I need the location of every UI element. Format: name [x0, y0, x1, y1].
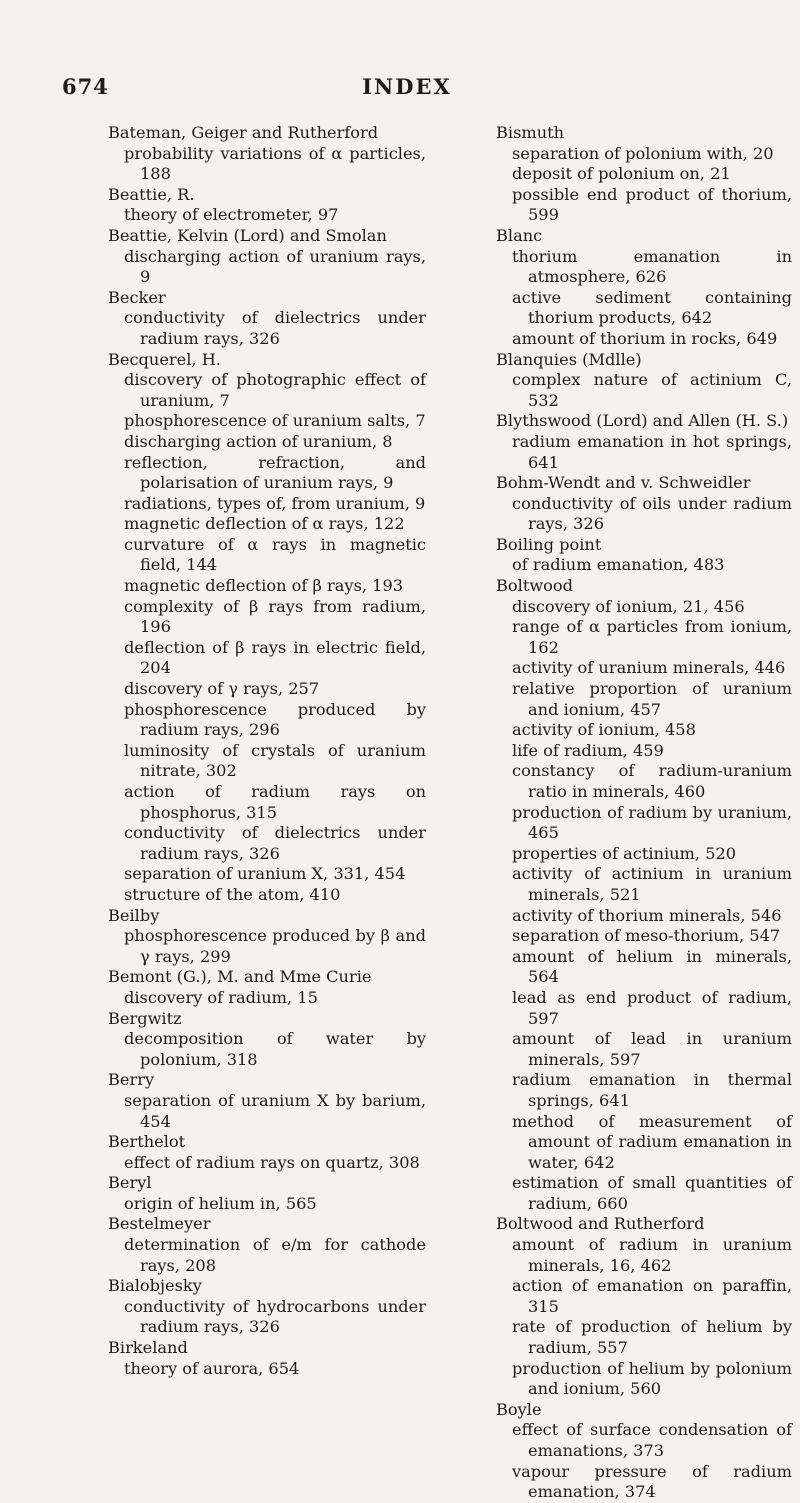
- index-subentry: phosphorescence produced by β and γ rays, 299: [124, 926, 426, 966]
- index-subentry: separation of uranium X, 331, 454: [124, 864, 406, 884]
- index-entry: [108, 967, 426, 1008]
- index-subentry: active sediment containing thorium products, 642: [512, 287, 792, 328]
- index-subentry: activity of ionium, 458: [512, 720, 696, 740]
- index-heading: Blanc: [496, 225, 543, 245]
- index-column-right: [496, 123, 792, 1503]
- index-subentry: probability variations of α particles, 188: [124, 143, 426, 184]
- index-subentry: discovery of radium, 15: [124, 987, 318, 1007]
- index-subentry: activity of actinium in uranium minerals, 521: [512, 864, 792, 904]
- index-entry: [108, 226, 426, 288]
- index-entry: [496, 576, 792, 1214]
- index-subentry: conductivity of dielectrics under radium rays, 326: [124, 308, 426, 348]
- index-entry: [496, 1400, 792, 1503]
- index-subentry: effect of radium rays on quartz, 308: [124, 1152, 420, 1172]
- index-subentry: complex nature of actinium C, 532: [512, 370, 792, 410]
- index-subentry: vapour pressure of radium emanation, 374: [512, 1461, 792, 1502]
- index-subentry: possible end product of thorium, 599: [512, 184, 792, 225]
- index-entry: [108, 123, 426, 185]
- index-subentry: luminosity of crystals of uranium nitrate, 302: [124, 740, 426, 781]
- index-subentry: discharging action of uranium, 8: [124, 431, 393, 451]
- index-subentry: radiations, types of, from uranium, 9: [124, 493, 426, 513]
- index-heading: Bismuth: [496, 123, 565, 142]
- index-heading: Bialobjesky: [108, 1276, 202, 1296]
- index-heading: Beilby: [108, 905, 160, 925]
- page-header: [62, 74, 752, 102]
- index-heading: Boiling point: [496, 534, 602, 554]
- index-heading: Becquerel, H.: [108, 349, 221, 369]
- index-subentry: of radium emanation, 483: [512, 555, 725, 575]
- index-subentry: amount of helium in minerals, 564: [512, 946, 792, 987]
- index-subentry: thorium emanation in atmosphere, 626: [512, 246, 792, 287]
- index-subentry: life of radium, 459: [512, 740, 664, 760]
- index-heading: Beattie, Kelvin (Lord) and Smolan: [108, 225, 387, 245]
- index-heading: Birkeland: [108, 1338, 188, 1358]
- index-subentry: discovery of photographic effect of uranium, 7: [124, 370, 426, 410]
- index-subentry: discovery of γ rays, 257: [124, 679, 320, 699]
- index-entry: [108, 1132, 426, 1173]
- index-subentry: deposit of polonium on, 21: [512, 164, 731, 184]
- index-entry: [108, 185, 426, 226]
- index-subentry: conductivity of oils under radium rays, 326: [512, 493, 792, 534]
- index-subentry: phosphorescence produced by radium rays, 296: [124, 699, 426, 740]
- index-subentry: range of α particles from ionium, 162: [512, 617, 792, 657]
- page-number: 674: [62, 74, 109, 99]
- index-subentry: magnetic deflection of β rays, 193: [124, 576, 404, 596]
- index-entry: [108, 1214, 426, 1276]
- index-subentry: action of emanation on paraffin, 315: [512, 1276, 792, 1316]
- index-heading: Berthelot: [108, 1132, 186, 1152]
- index-subentry: production of radium by uranium, 465: [512, 802, 792, 843]
- index-entry: [496, 226, 792, 350]
- index-subentry: lead as end product of radium, 597: [512, 987, 792, 1028]
- index-subentry: separation of uranium X by barium, 454: [124, 1090, 426, 1131]
- index-subentry: reflection, refraction, and polarisation of uranium rays, 9: [124, 452, 426, 493]
- index-subentry: estimation of small quantities of radium, 660: [512, 1173, 792, 1213]
- index-entry: [496, 535, 792, 576]
- index-subentry: structure of the atom, 410: [124, 884, 341, 904]
- index-subentry: magnetic deflection of α rays, 122: [124, 514, 405, 534]
- index-subentry: theory of aurora, 654: [124, 1358, 300, 1378]
- index-subentry: conductivity of dielectrics under radium rays, 326: [124, 823, 426, 863]
- index-subentry: radium emanation in thermal springs, 641: [512, 1070, 792, 1110]
- index-subentry: radium emanation in hot springs, 641: [512, 431, 792, 472]
- index-subentry: properties of actinium, 520: [512, 843, 737, 863]
- index-heading: Beryl: [108, 1173, 152, 1193]
- index-subentry: activity of thorium minerals, 546: [512, 905, 782, 925]
- index-entry: [496, 350, 792, 412]
- index-heading: Boltwood and Rutherford: [496, 1214, 705, 1234]
- index-subentry: amount of thorium in rocks, 649: [512, 328, 778, 348]
- index-entry: [108, 906, 426, 968]
- index-entry: [108, 1009, 426, 1071]
- index-entry: [108, 1173, 426, 1214]
- index-subentry: production of helium by polonium and ionium, 560: [512, 1358, 792, 1399]
- index-subentry: discharging action of uranium rays, 9: [124, 246, 426, 287]
- index-entry: [496, 123, 792, 226]
- index-entry: [108, 288, 426, 350]
- index-subentry: phosphorescence of uranium salts, 7: [124, 411, 426, 431]
- index-subentry: constancy of radium-uranium ratio in minerals, 460: [512, 761, 792, 801]
- index-entry: [108, 1070, 426, 1132]
- index-heading: Blanquies (Mdlle): [496, 349, 642, 369]
- index-subentry: activity of uranium minerals, 446: [512, 658, 786, 678]
- index-heading: Berry: [108, 1070, 155, 1090]
- index-subentry: determination of e/m for cathode rays, 208: [124, 1235, 426, 1275]
- index-subentry: origin of helium in, 565: [124, 1193, 317, 1213]
- index-subentry: curvature of α rays in magnetic field, 144: [124, 534, 426, 575]
- index-column-left: [108, 123, 426, 1379]
- index-subentry: relative proportion of uranium and ionium, 457: [512, 679, 792, 719]
- index-subentry: separation of meso-thorium, 547: [512, 926, 781, 946]
- index-entry: [496, 473, 792, 535]
- index-heading: Bestelmeyer: [108, 1214, 211, 1234]
- index-subentry: method of measurement of amount of radium emanation in water, 642: [512, 1111, 792, 1172]
- index-heading: Boyle: [496, 1399, 542, 1419]
- index-subentry: effect of surface condensation of emanations, 373: [512, 1420, 792, 1460]
- index-subentry: theory of electrometer, 97: [124, 205, 339, 225]
- index-heading: Bohm-Wendt and v. Schweidler: [496, 473, 751, 493]
- index-heading: Beattie, R.: [108, 184, 195, 204]
- index-heading: Boltwood: [496, 576, 574, 596]
- index-subentry: separation of polonium with, 20: [512, 143, 774, 163]
- index-entry: [496, 1214, 792, 1399]
- index-heading: Bateman, Geiger and Rutherford: [108, 123, 379, 142]
- index-subentry: discovery of ionium, 21, 456: [512, 596, 745, 616]
- index-heading: Becker: [108, 287, 166, 307]
- index-subentry: decomposition of water by polonium, 318: [124, 1029, 426, 1069]
- index-subentry: rate of production of helium by radium, 557: [512, 1317, 792, 1358]
- index-heading: Bergwitz: [108, 1008, 182, 1028]
- index-heading: Bemont (G.), M. and Mme Curie: [108, 967, 372, 987]
- index-heading: Blythswood (Lord) and Allen (H. S.): [496, 411, 789, 431]
- index-subentry: conductivity of hydrocarbons under radium rays, 326: [124, 1296, 426, 1337]
- index-subentry: amount of radium in uranium minerals, 16, 462: [512, 1235, 792, 1275]
- index-subentry: amount of lead in uranium minerals, 597: [512, 1029, 792, 1069]
- index-entry: [496, 411, 792, 473]
- index-entry: [108, 1276, 426, 1338]
- index-entry: [108, 350, 426, 906]
- running-head: INDEX: [362, 74, 452, 99]
- index-subentry: complexity of β rays from radium, 196: [124, 596, 426, 637]
- index-entry: [108, 1338, 426, 1379]
- index-subentry: action of radium rays on phosphorus, 315: [124, 782, 426, 822]
- index-subentry: deflection of β rays in electric field, 204: [124, 637, 426, 678]
